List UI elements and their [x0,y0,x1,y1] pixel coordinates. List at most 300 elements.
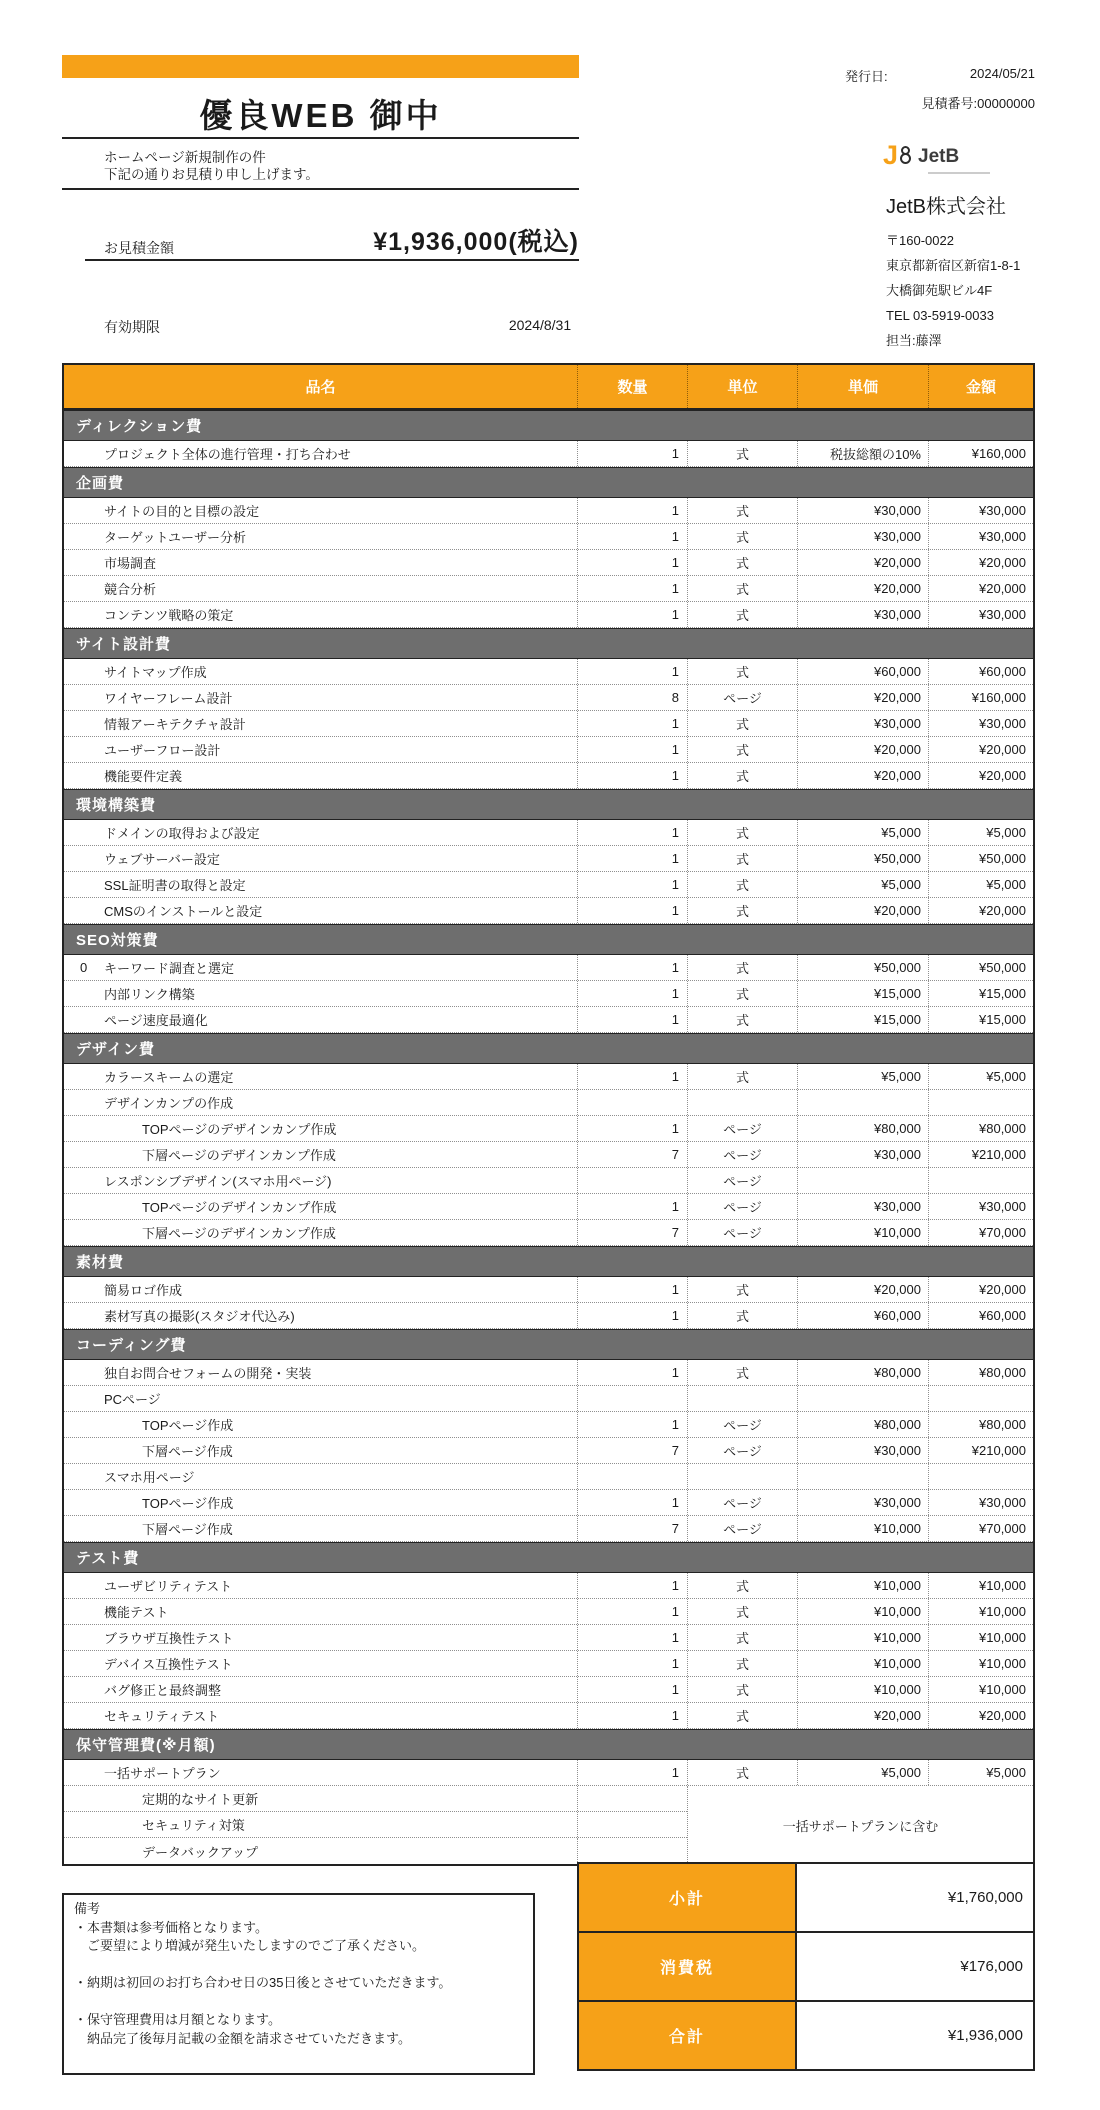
item-unit: 式 [687,898,797,923]
item-name-text: PCページ [104,1392,161,1407]
item-name [64,1703,577,1728]
item-qty: 1 [577,1599,687,1624]
item-name-text: サイトの目的と目標の設定 [104,504,260,519]
estimate-amount-value: ¥1,936,000(税込) [373,228,579,256]
item-row [64,711,1033,737]
col-header-amount: 金額 [928,365,1033,408]
item-row [64,1625,1033,1651]
item-amount: ¥30,000 [928,1490,1033,1515]
company-postal: 〒160-0022 [886,233,954,248]
item-qty: 1 [577,763,687,788]
item-qty: 1 [577,820,687,845]
item-unit: 式 [687,763,797,788]
item-unit-price: ¥30,000 [797,1194,928,1219]
item-unit: 式 [687,659,797,684]
item-amount: ¥15,000 [928,1007,1033,1032]
total-value-tax: ¥176,000 [960,1958,1023,1975]
item-qty: 1 [577,1490,687,1515]
item-unit: ページ [687,1168,797,1193]
category-row: 素材費 [64,1246,1033,1277]
company-contact: 担当:藤澤 [886,333,942,348]
item-amount: ¥30,000 [928,524,1033,549]
item-name [64,1064,577,1089]
item-amount: ¥10,000 [928,1573,1033,1598]
item-unit: 式 [687,524,797,549]
item-unit-price: ¥10,000 [797,1516,928,1541]
table-body [64,410,1033,1864]
category-row: コーディング費 [64,1329,1033,1360]
item-unit: 式 [687,1277,797,1302]
item-amount: ¥30,000 [928,602,1033,627]
item-row [64,1412,1033,1438]
item-name [64,955,577,980]
item-name [64,550,577,575]
item-unit: 式 [687,602,797,627]
item-row [64,1516,1033,1542]
subject-line-2: 下記の通りお見積り申し上げます。 [104,167,319,182]
note-line [74,1993,523,2012]
item-name [64,1412,577,1437]
item-unit: ページ [687,1412,797,1437]
item-amount: ¥60,000 [928,659,1033,684]
item-name-text: ブラウザ互換性テスト [104,1631,234,1646]
item-unit: 式 [687,1625,797,1650]
category-row: 保守管理費(※月額) [64,1729,1033,1760]
item-row [64,820,1033,846]
issue-date-row [845,66,1035,85]
company-logo-text: JetB [918,146,960,167]
item-unit: ページ [687,1194,797,1219]
item-unit-price: ¥20,000 [797,576,928,601]
item-unit: ページ [687,1220,797,1245]
merged-group-names [64,1786,687,1864]
item-amount: ¥210,000 [928,1438,1033,1463]
item-name-text: 下層ページのデザインカンプ作成 [142,1226,336,1241]
item-amount: ¥20,000 [928,550,1033,575]
col-header-unit-price: 単価 [797,365,928,408]
item-row [64,1599,1033,1625]
item-qty: 1 [577,1064,687,1089]
item-unit [687,1464,797,1489]
item-unit-price: ¥50,000 [797,955,928,980]
item-row [64,659,1033,685]
item-row [64,441,1033,467]
category-row: ディレクション費 [64,410,1033,441]
table-header-row [64,365,1033,410]
item-name [64,659,577,684]
item-row [64,1438,1033,1464]
item-unit: 式 [687,1703,797,1728]
item-unit: 式 [687,441,797,466]
item-qty: 1 [577,1360,687,1385]
item-row [64,1786,687,1812]
item-name [64,1194,577,1219]
item-name [64,846,577,871]
item-row [64,685,1033,711]
item-qty [577,1386,687,1411]
item-qty: 1 [577,524,687,549]
item-amount: ¥70,000 [928,1220,1033,1245]
item-row [64,1277,1033,1303]
item-name [64,1303,577,1328]
category-row: 企画費 [64,467,1033,498]
item-name-text: デバイス互換性テスト [104,1657,233,1672]
item-unit-price: ¥20,000 [797,737,928,762]
item-qty [577,1090,687,1115]
item-row [64,1168,1033,1194]
item-unit: ページ [687,685,797,710]
item-unit-price: ¥15,000 [797,981,928,1006]
item-qty: 1 [577,441,687,466]
item-qty [577,1168,687,1193]
item-unit-price [797,1168,928,1193]
item-qty: 8 [577,685,687,710]
item-unit: 式 [687,846,797,871]
item-row [64,1386,1033,1412]
item-amount [928,1386,1033,1411]
item-unit-price: ¥5,000 [797,872,928,897]
item-amount: ¥30,000 [928,498,1033,523]
item-row [64,602,1033,628]
item-unit-price: ¥60,000 [797,1303,928,1328]
item-row [64,1812,687,1838]
item-row [64,763,1033,789]
category-row: テスト費 [64,1542,1033,1573]
item-qty: 1 [577,576,687,601]
item-name-text: 下層ページ作成 [142,1444,233,1459]
item-name-text: セキュリティテスト [104,1709,220,1724]
item-amount [928,1464,1033,1489]
item-amount: ¥5,000 [928,872,1033,897]
item-amount: ¥5,000 [928,820,1033,845]
company-name: JetB株式会社 [886,196,1007,218]
item-name-text: コンテンツ戦略の策定 [104,608,234,623]
item-name-text: 一括サポートプラン [104,1766,221,1781]
amount-underline [85,259,579,261]
note-line: ・納期は初回のお打ち合わせ日の35日後とさせていただきます。 [74,1975,452,1990]
item-qty: 1 [577,1677,687,1702]
item-name-text: 素材写真の撮影(スタジオ代込み) [104,1309,295,1324]
item-name [64,1007,577,1032]
item-row [64,1490,1033,1516]
item-qty: 1 [577,1277,687,1302]
item-unit: ページ [687,1516,797,1541]
item-unit-price: ¥5,000 [797,1760,928,1785]
item-row [64,1838,687,1864]
category-row: 環境構築費 [64,789,1033,820]
item-prefix: 0 [80,960,88,975]
top-accent-bar [62,55,579,78]
item-row [64,1220,1033,1246]
item-name-text: TOPページのデザインカンプ作成 [142,1122,337,1137]
item-amount: ¥20,000 [928,1277,1033,1302]
item-unit [687,1090,797,1115]
item-row [64,898,1033,924]
item-unit-price: ¥20,000 [797,550,928,575]
item-name-text: 下層ページのデザインカンプ作成 [142,1148,336,1163]
item-unit-price: ¥10,000 [797,1625,928,1650]
item-row [64,550,1033,576]
item-unit-price: ¥30,000 [797,524,928,549]
validity-label: 有効期限 [104,319,160,335]
merged-row-group [64,1786,1033,1864]
item-name [64,1516,577,1541]
item-name-text: 競合分析 [104,582,157,597]
item-name [64,441,577,466]
item-unit: 式 [687,820,797,845]
item-amount: ¥210,000 [928,1142,1033,1167]
item-qty: 1 [577,1194,687,1219]
item-amount: ¥30,000 [928,711,1033,736]
item-unit-price: ¥30,000 [797,711,928,736]
item-qty: 1 [577,1651,687,1676]
item-qty: 1 [577,1412,687,1437]
item-qty: 1 [577,1303,687,1328]
item-unit-price: 税抜総額の10% [797,441,928,466]
item-unit-price: ¥5,000 [797,820,928,845]
subject-line-1: ホームページ新規制作の件 [104,150,266,165]
item-name-text: ドメインの取得および設定 [104,826,260,841]
item-qty: 1 [577,846,687,871]
item-row [64,1677,1033,1703]
item-unit-price: ¥10,000 [797,1651,928,1676]
item-amount: ¥10,000 [928,1651,1033,1676]
item-row [64,1573,1033,1599]
item-name-text: ワイヤーフレーム設計 [104,691,233,706]
item-unit: ページ [687,1142,797,1167]
item-unit-price: ¥10,000 [797,1677,928,1702]
item-row [64,1142,1033,1168]
item-amount: ¥10,000 [928,1677,1033,1702]
item-unit-price: ¥20,000 [797,898,928,923]
item-amount: ¥160,000 [928,685,1033,710]
item-name [64,685,577,710]
item-name [64,1677,577,1702]
item-row [64,1760,1033,1786]
company-info-block [886,190,1020,353]
item-qty [577,1812,687,1837]
total-label-subtotal: 小計 [579,1864,797,1931]
item-row [64,524,1033,550]
item-row [64,981,1033,1007]
item-name-text: ウェブサーバー設定 [104,852,220,867]
item-amount: ¥10,000 [928,1599,1033,1624]
item-qty: 1 [577,602,687,627]
item-row [64,1651,1033,1677]
item-unit: 式 [687,737,797,762]
item-qty: 1 [577,1703,687,1728]
item-unit-price [797,1464,928,1489]
item-name [64,1168,577,1193]
item-qty [577,1838,687,1864]
item-amount [928,1168,1033,1193]
item-unit-price: ¥20,000 [797,763,928,788]
item-unit-price: ¥50,000 [797,846,928,871]
item-name [64,602,577,627]
item-qty: 7 [577,1142,687,1167]
item-unit-price: ¥20,000 [797,685,928,710]
company-address-2: 大橋御苑駅ビル4F [886,283,993,298]
item-name-text: CMSのインストールと設定 [104,904,263,919]
total-value-subtotal: ¥1,760,000 [947,1889,1023,1906]
item-name-text: ユーザーフロー設計 [104,743,221,758]
item-unit-price: ¥15,000 [797,1007,928,1032]
item-name-text: キーワード調査と選定 [104,961,235,976]
item-name [64,737,577,762]
company-address-1: 東京都新宿区新宿1-8-1 [886,258,1021,273]
estimate-amount-label: お見積金額 [104,240,174,256]
item-qty: 1 [577,872,687,897]
item-unit: 式 [687,1007,797,1032]
item-unit-price: ¥10,000 [797,1599,928,1624]
notes-lines [74,1919,523,2049]
item-unit: 式 [687,981,797,1006]
item-unit-price: ¥30,000 [797,602,928,627]
item-amount: ¥80,000 [928,1412,1033,1437]
category-row: SEO対策費 [64,924,1033,955]
item-unit: 式 [687,1651,797,1676]
item-name [64,1625,577,1650]
item-unit: 式 [687,955,797,980]
item-name [64,1142,577,1167]
item-row [64,872,1033,898]
note-line [74,1956,523,1975]
item-name [64,1386,577,1411]
issue-date-label: 発行日: [845,69,888,84]
item-unit: 式 [687,550,797,575]
quote-number: 見積番号:00000000 [921,96,1035,111]
item-qty: 1 [577,898,687,923]
item-row [64,576,1033,602]
total-label-tax: 消費税 [579,1933,797,2000]
item-row [64,1464,1033,1490]
col-header-unit: 単位 [687,365,797,408]
item-name [64,711,577,736]
item-unit-price: ¥10,000 [797,1220,928,1245]
item-name-text: スマホ用ページ [104,1470,195,1485]
item-qty: 7 [577,1220,687,1245]
item-unit: 式 [687,1760,797,1785]
validity-value: 2024/8/31 [508,317,572,333]
item-name-text: プロジェクト全体の進行管理・打ち合わせ [104,447,351,462]
item-qty [577,1786,687,1811]
item-amount: ¥50,000 [928,846,1033,871]
totals-block [577,1862,1035,2071]
item-unit: ページ [687,1438,797,1463]
item-amount [928,1090,1033,1115]
item-name [64,1090,577,1115]
item-amount: ¥5,000 [928,1064,1033,1089]
item-name: 定期的なサイト更新 [142,1792,259,1807]
item-unit: ページ [687,1490,797,1515]
item-row [64,1064,1033,1090]
item-unit-price: ¥30,000 [797,1490,928,1515]
item-amount: ¥20,000 [928,763,1033,788]
item-name-text: ターゲットユーザー分析 [104,530,246,545]
item-amount: ¥30,000 [928,1194,1033,1219]
item-name [64,1360,577,1385]
title-underline [62,137,579,139]
item-qty: 1 [577,1760,687,1785]
category-row: デザイン費 [64,1033,1033,1064]
item-name-text: TOPページ作成 [142,1496,234,1511]
note-line: 納品完了後毎月記載の金額を請求させていただきます。 [74,2030,411,2046]
item-name-text: デザインカンプの作成 [104,1096,234,1111]
item-row [64,498,1033,524]
col-header-item-name: 品名 [305,379,336,396]
item-name [64,898,577,923]
notes-box [62,1893,535,2075]
item-row [64,1090,1033,1116]
item-qty: 1 [577,955,687,980]
item-name-text: 簡易ロゴ作成 [104,1283,183,1298]
item-unit: 式 [687,1303,797,1328]
item-qty: 1 [577,711,687,736]
item-name [64,1651,577,1676]
item-name-text: 機能要件定義 [104,769,183,784]
item-unit: 式 [687,711,797,736]
item-unit-price [797,1386,928,1411]
item-name [64,1438,577,1463]
item-name [64,1490,577,1515]
logo-j-mark: J [883,140,899,170]
note-line: ・本書類は参考価格となります。 [74,1919,268,1935]
item-name-text: TOPページのデザインカンプ作成 [142,1200,337,1215]
issue-date-value: 2024/05/21 [969,66,1035,81]
item-unit-price: ¥20,000 [797,1277,928,1302]
item-name-text: サイトマップ作成 [104,665,207,680]
note-line: ・保守管理費用は月額となります。 [74,2012,281,2027]
item-name [64,872,577,897]
item-amount: ¥20,000 [928,1703,1033,1728]
item-name [64,1573,577,1598]
item-qty: 1 [577,737,687,762]
item-name-text: カラースキームの選定 [104,1070,234,1085]
item-unit: 式 [687,1573,797,1598]
item-row [64,1703,1033,1729]
item-unit: 式 [687,498,797,523]
item-name-text: 内部リンク構築 [104,987,195,1002]
item-unit-price: ¥60,000 [797,659,928,684]
item-row [64,1360,1033,1386]
subject-block [104,149,319,183]
item-name [64,1760,577,1785]
item-amount: ¥15,000 [928,981,1033,1006]
item-row [64,846,1033,872]
item-qty: 1 [577,498,687,523]
item-unit: 式 [687,1599,797,1624]
item-name-text: バグ修正と最終調整 [104,1683,222,1698]
item-name [64,1116,577,1141]
notes-title: 備考 [74,1901,101,1916]
merged-note-cell: 一括サポートプランに含む [687,1786,1033,1864]
item-unit: 式 [687,872,797,897]
item-name [64,820,577,845]
item-name-text: 市場調査 [104,556,157,571]
item-amount: ¥160,000 [928,441,1033,466]
item-unit-price: ¥80,000 [797,1360,928,1385]
company-logo [883,142,959,169]
item-amount: ¥20,000 [928,737,1033,762]
item-name [64,498,577,523]
item-name [64,1464,577,1489]
item-name-text: ページ速度最適化 [104,1013,208,1028]
item-unit-price: ¥10,000 [797,1573,928,1598]
item-amount: ¥20,000 [928,898,1033,923]
recipient-title: 優良WEB 御中 [199,97,442,134]
total-row-subtotal [577,1862,1035,1933]
item-amount: ¥5,000 [928,1760,1033,1785]
